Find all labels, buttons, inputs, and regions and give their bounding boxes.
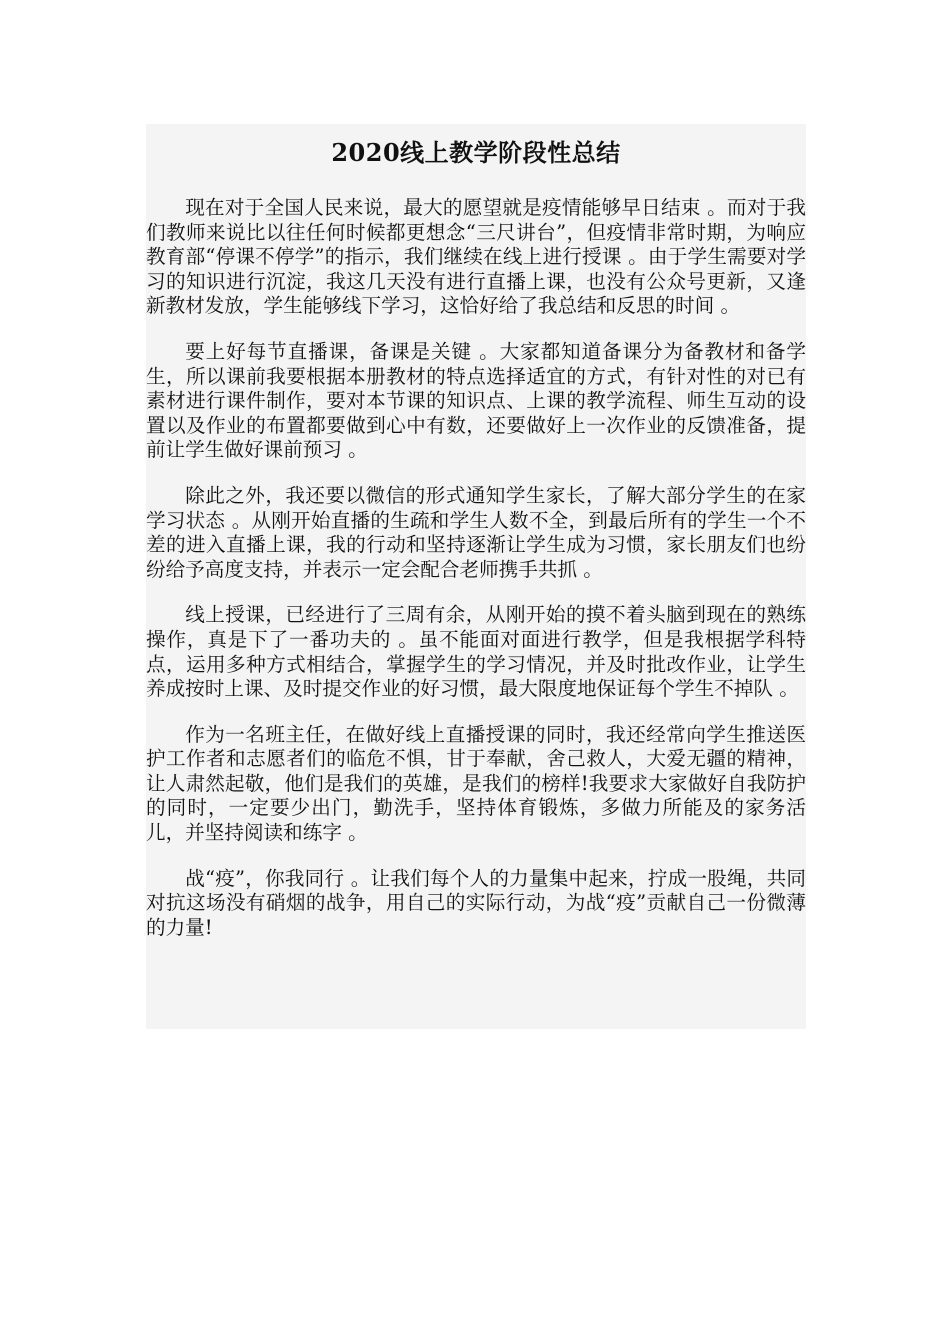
paragraph-5: 作为一名班主任，在做好线上直播授课的同时，我还经常向学生推送医护工作者和志愿者们的临危不惧，甘于奉献，舍己救人，大爱无疆的精神，让人肃然起敬，他们是我们的英雄，是我们的榜样!我要求大家做好自我防护的同时，一定要少出门，勤洗手，坚持体育锻炼，多做力所能及的家务活儿，并坚持阅读和练字 。 — [146, 722, 806, 845]
document-page — [146, 124, 806, 1029]
document-title: 2020线上教学阶段性总结 — [331, 138, 621, 167]
document-body — [146, 196, 806, 961]
paragraph-6: 战“疫”，你我同行 。让我们每个人的力量集中起来，拧成一股绳，共同对抗这场没有硝烟的战争，用自己的实际行动，为战“疫”贡献自己一份微薄的力量! — [146, 866, 806, 939]
paragraph-3: 除此之外，我还要以微信的形式通知学生家长，了解大部分学生的在家学习状态 。从刚开始直播的生疏和学生人数不全，到最后所有的学生一个不差的进入直播上课，我的行动和坚持逐渐让学生成为习惯，家长朋友们也纷纷给予高度支持，并表示一定会配合老师携手共抓 。 — [146, 483, 806, 581]
paragraph-2: 要上好每节直播课，备课是关键 。大家都知道备课分为备教材和备学生，所以课前我要根据本册教材的特点选择适宜的方式，有针对性的对已有素材进行课件制作，要对本节课的知识点、上课的教学流程、师生互动的设置以及作业的布置都要做到心中有数，还要做好上一次作业的反馈准备，提前让学生做好课前预习 。 — [146, 339, 806, 462]
paragraph-4: 线上授课，已经进行了三周有余，从刚开始的摸不着头脑到现在的熟练操作，真是下了一番功夫的 。虽不能面对面进行教学，但是我根据学科特点，运用多种方式相结合，掌握学生的学习情况，并及时批改作业，让学生养成按时上课、及时提交作业的好习惯，最大限度地保证每个学生不掉队 。 — [146, 603, 806, 701]
paragraph-1: 现在对于全国人民来说，最大的愿望就是疫情能够早日结束 。而对于我们教师来说比以往任何时候都更想念“三尺讲台”，但疫情非常时期，为响应教育部“停课不停学”的指示，我们继续在线上进行授课 。由于学生需要对学习的知识进行沉淀，我这几天没有进行直播上课，也没有公众号更新，又逢新教材发放，学生能够线下学习，这恰好给了我总结和反思的时间 。 — [146, 196, 806, 318]
